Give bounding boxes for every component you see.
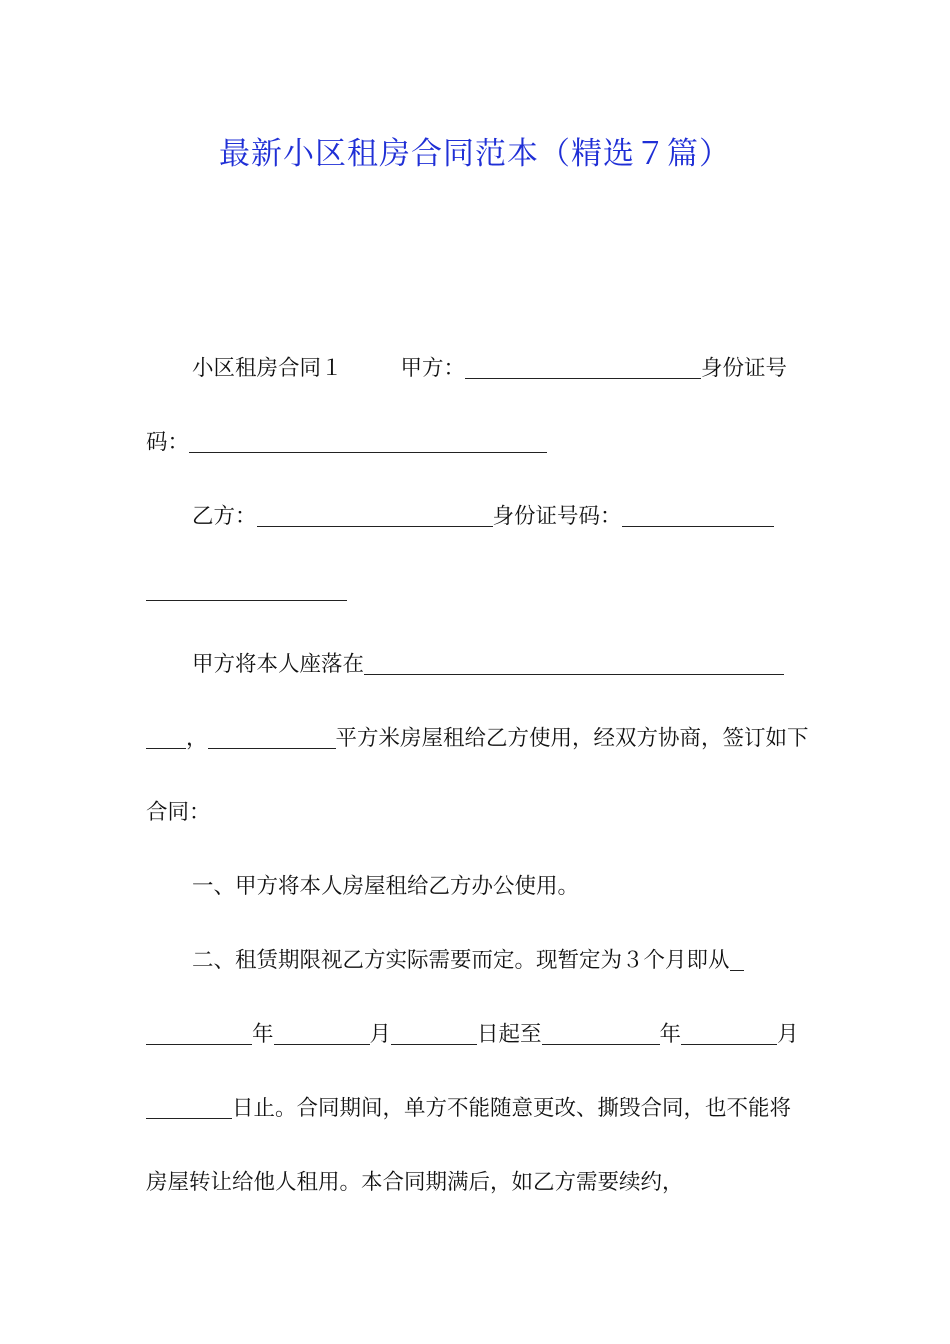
document-body	[146, 332, 810, 1220]
property-area-blank	[208, 724, 336, 749]
contract-heading: 小区租房合同１	[192, 356, 343, 381]
start-month-blank	[274, 1020, 370, 1045]
party-b-id-blank-2	[146, 576, 347, 601]
property-location-blank	[364, 650, 784, 675]
end-month-label: 月	[777, 1022, 799, 1047]
property-location-label: 甲方将本人座落在	[192, 652, 365, 677]
id-a-label-part1: 身份证	[701, 356, 766, 381]
paragraph-clause-1	[146, 850, 810, 924]
end-day-blank	[146, 1094, 232, 1119]
start-day-blank	[391, 1020, 477, 1045]
end-year-label: 年	[659, 1022, 682, 1047]
party-b-id-blank-1	[622, 502, 774, 527]
start-blank-lead	[730, 946, 744, 971]
paragraph-property	[146, 628, 810, 850]
paragraph-clause-2	[146, 924, 810, 1220]
party-b-name-blank	[257, 502, 493, 527]
start-day-label: 日起至	[477, 1022, 542, 1047]
id-b-label: 身份证号码：	[492, 504, 622, 529]
property-terms-text: 平方米房屋租给乙方使用，经双方协商，签订如下合同：	[146, 726, 809, 825]
start-year-blank	[146, 1020, 252, 1045]
start-month-label: 月	[369, 1022, 392, 1047]
party-b-label: 乙方：	[192, 504, 257, 529]
paragraph-party-a	[146, 332, 810, 480]
end-month-blank	[681, 1020, 777, 1045]
id-a-label-part2: 号码：	[146, 356, 788, 455]
comma: ，	[186, 726, 208, 751]
end-day-text: 日止。合同期间，单方不能随意更改、撕毁合同，也不能将房屋转让给他人租用。本合同期满后，如乙方需要续约，	[146, 1096, 792, 1195]
clause-1-text: 一、甲方将本人房屋租给乙方办公使用。	[192, 874, 580, 899]
party-a-id-blank	[189, 428, 547, 453]
clause-2-text: 二、租赁期限视乙方实际需要而定。现暂定为３个月即从	[192, 948, 730, 973]
party-a-name-blank	[465, 354, 701, 379]
property-location-blank-2	[146, 724, 186, 749]
start-year-label: 年	[252, 1022, 274, 1047]
paragraph-party-b	[146, 480, 810, 628]
party-a-label: 甲方：	[400, 356, 466, 381]
document-title: 最新小区租房合同范本（精选７篇）	[219, 136, 731, 172]
end-year-blank	[542, 1020, 660, 1045]
